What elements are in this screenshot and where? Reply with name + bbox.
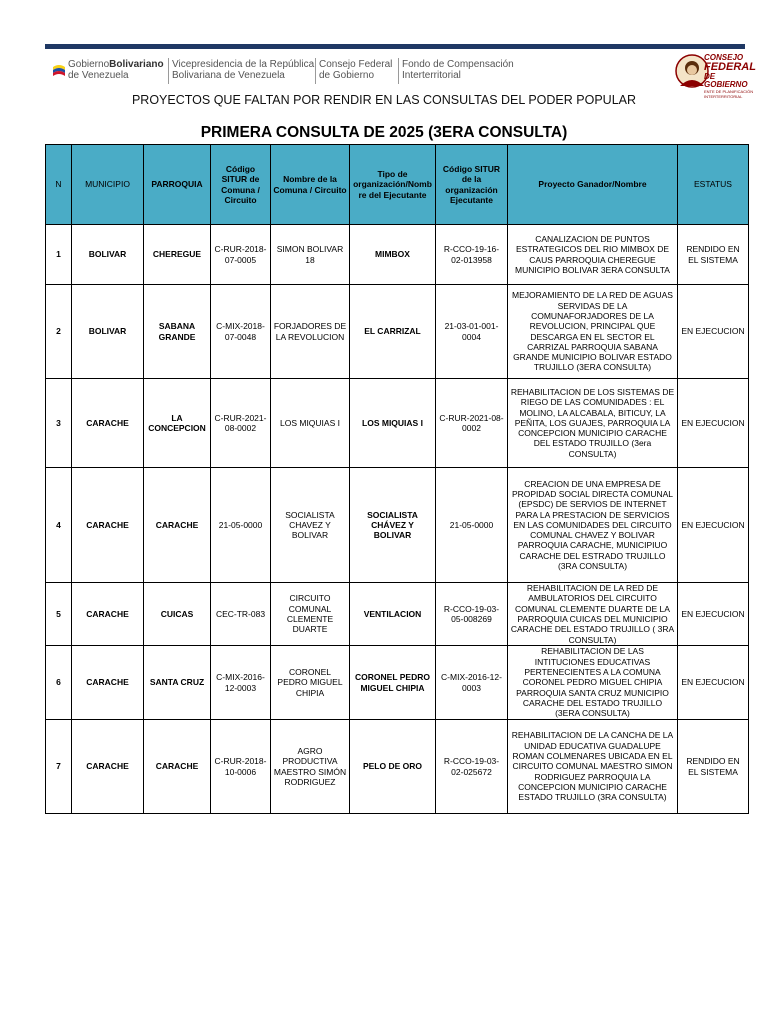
cell-proyecto: CREACION DE UNA EMPRESA DE PROPIDAD SOCIAL DIRECTA COMUNAL (EPSDC) DE SERVIOS DE INTERNET PARA LA PRESTACION DE SERVICIOS EN LAS COMUNIDADES DEL CIRCUITO COMUNAL CHAVEZ Y BOLIVAR PARROQUIA CARACHE, MUNICIPIUO CARACHE DEL ESTRADO TRUJILLO (3RA CONSULTA)	[508, 468, 678, 583]
cell-estatus: EN EJECUCION	[678, 646, 749, 720]
cell-estatus: EN EJECUCION	[678, 285, 749, 379]
cell-municipio: CARACHE	[72, 379, 144, 468]
vice-line2: Bolivariana de Venezuela	[172, 70, 285, 81]
cell-n: 1	[46, 225, 72, 285]
header-estatus: ESTATUS	[678, 145, 749, 225]
header-divider	[168, 58, 169, 84]
cell-codigo-org: R-CCO-19-03-05-008269	[436, 583, 508, 646]
header-proyecto: Proyecto Ganador/Nombre	[508, 145, 678, 225]
cell-n: 3	[46, 379, 72, 468]
cell-proyecto: REHABILITACION DE LOS SISTEMAS DE RIEGO DE LAS COMUNIDADES : EL MOLINO, LA ALCABALA, BITICUY, LA PEÑITA, LOS GUAJES, PARROQUIA LA CONCEPCION MUNICIPIO CARACHE DEL ESTADO TRUJILLO (3era CONSULTA)	[508, 379, 678, 468]
cell-estatus: EN EJECUCION	[678, 379, 749, 468]
cell-parroquia: CARACHE	[144, 468, 211, 583]
cell-proyecto: REHABILITACION DE LA RED DE AMBULATORIOS DEL CIRCUITO COMUNAL CLEMENTE DUARTE DE LA PARROQUIA CUICAS DEL MUNICIPIO CARACHE DEL ESTADO TRUJILLO ( 3RA CONSULTA)	[508, 583, 678, 646]
cell-nombre-comuna: LOS MIQUIAS I	[271, 379, 350, 468]
cell-ejecutante: LOS MIQUIAS I	[350, 379, 436, 468]
logo-line3: DE GOBIERNO	[704, 72, 748, 89]
cell-ejecutante: MIMBOX	[350, 225, 436, 285]
header-codigo-situr-comuna: Código SITUR de Comuna / Circuito	[211, 145, 271, 225]
cell-n: 4	[46, 468, 72, 583]
cell-estatus: EN EJECUCION	[678, 468, 749, 583]
cell-nombre-comuna: AGRO PRODUCTIVA MAESTRO SIMÓN RODRIGUEZ	[271, 720, 350, 814]
cell-codigo-org: R-CCO-19-03-02-025672	[436, 720, 508, 814]
fondo-line1: Fondo de Compensación	[402, 59, 514, 70]
header-nombre-comuna: Nombre de la Comuna / Circuito	[271, 145, 350, 225]
cell-n: 7	[46, 720, 72, 814]
vicepresidencia-text	[172, 59, 314, 81]
cell-ejecutante: PELO DE ORO	[350, 720, 436, 814]
gob-line1: Gobierno	[68, 59, 110, 70]
cell-municipio: BOLIVAR	[72, 285, 144, 379]
cell-n: 2	[46, 285, 72, 379]
header-tipo-organizacion: Tipo de organización/Nombre del Ejecutante	[350, 145, 436, 225]
cell-parroquia: SANTA CRUZ	[144, 646, 211, 720]
letterhead	[50, 53, 756, 99]
projects-table	[45, 144, 749, 814]
cell-proyecto: REHABILITACION DE LA CANCHA DE LA UNIDAD EDUCATIVA GUADALUPE ROMAN COLMENARES UBICADA EN EL CIRCUITO COMUNAL MAESTRO SIMON RODRIGUEZ PARROQUIA LA CONCEPCION MUNICIPIO CARACHE ESTADO TRUJILLO (3RA CONSULTA)	[508, 720, 678, 814]
header-divider	[398, 58, 399, 84]
header-n: N	[46, 145, 72, 225]
cell-codigo-comuna: C-MIX-2016-12-0003	[211, 646, 271, 720]
logo-line1: CONSEJO	[704, 53, 744, 62]
cell-ejecutante: EL CARRIZAL	[350, 285, 436, 379]
header-parroquia: PARROQUIA	[144, 145, 211, 225]
cell-codigo-org: 21-05-0000	[436, 468, 508, 583]
table-body	[46, 225, 749, 814]
cell-nombre-comuna: CORONEL PEDRO MIGUEL CHIPIA	[271, 646, 350, 720]
fondo-compensacion-text	[402, 59, 514, 81]
cell-estatus: EN EJECUCION	[678, 583, 749, 646]
cell-ejecutante: CORONEL PEDRO MIGUEL CHIPIA	[350, 646, 436, 720]
cell-codigo-org: R-CCO-19-16-02-013958	[436, 225, 508, 285]
cell-proyecto: CANALIZACION DE PUNTOS ESTRATEGICOS DEL RIO MIMBOX DE CAUS PARROQUIA CHEREGUE MUNICIPIO BOLIVAR 3ERA CONSULTA	[508, 225, 678, 285]
cfg-line1: Consejo Federal	[319, 59, 393, 70]
cell-parroquia: CUICAS	[144, 583, 211, 646]
cell-parroquia: CHEREGUE	[144, 225, 211, 285]
header-divider	[315, 58, 316, 84]
cell-municipio: CARACHE	[72, 583, 144, 646]
cell-parroquia: SABANA GRANDE	[144, 285, 211, 379]
table-header-row	[46, 145, 749, 225]
gob-line2: de Venezuela	[68, 70, 129, 81]
cell-municipio: BOLIVAR	[72, 225, 144, 285]
fondo-line2: Interterritorial	[402, 70, 461, 81]
cell-parroquia: LA CONCEPCION	[144, 379, 211, 468]
cell-nombre-comuna: CIRCUITO COMUNAL CLEMENTE DUARTE	[271, 583, 350, 646]
cell-codigo-comuna: CEC-TR-083	[211, 583, 271, 646]
table-row	[46, 468, 749, 583]
cell-codigo-comuna: C-MIX-2018-07-0048	[211, 285, 271, 379]
cell-n: 6	[46, 646, 72, 720]
header-municipio: MUNICIPIO	[72, 145, 144, 225]
cell-nombre-comuna: SIMON BOLIVAR 18	[271, 225, 350, 285]
cell-codigo-comuna: C-RUR-2021-08-0002	[211, 379, 271, 468]
document-subtitle: PROYECTOS QUE FALTAN POR RENDIR EN LAS CONSULTAS DEL PODER POPULAR	[131, 93, 637, 107]
cell-n: 5	[46, 583, 72, 646]
cell-proyecto: MEJORAMIENTO DE LA RED DE AGUAS SERVIDAS DE LA COMUNAFORJADORES DE LA REVOLUCION, PRINCIPAL QUE DESCARGA EN EL SECTOR EL CARRIZAL PARROQUIA SABANA GRANDE MUNICIPIO BOLIVAR ESTADO TRUJILLO (3ERA CONSULTA)	[508, 285, 678, 379]
venezuela-flag-icon	[52, 63, 66, 77]
vice-line1: Vicepresidencia de la República	[172, 59, 315, 70]
cell-ejecutante: VENTILACION	[350, 583, 436, 646]
cell-municipio: CARACHE	[72, 646, 144, 720]
cell-nombre-comuna: FORJADORES DE LA REVOLUCION	[271, 285, 350, 379]
document-title: PRIMERA CONSULTA DE 2025 (3ERA CONSULTA)	[200, 124, 568, 141]
header-top-bar	[45, 44, 745, 49]
cell-codigo-comuna: C-RUR-2018-10-0006	[211, 720, 271, 814]
cell-parroquia: CARACHE	[144, 720, 211, 814]
cell-ejecutante: SOCIALISTA CHÁVEZ Y BOLIVAR	[350, 468, 436, 583]
logo-sub1: ENTE DE PLANIFICACIÓN	[704, 89, 754, 94]
cell-codigo-org: C-MIX-2016-12-0003	[436, 646, 508, 720]
table-row	[46, 285, 749, 379]
logo-sub2: INTERTERRITORIAL	[704, 94, 743, 99]
cell-codigo-org: 21-03-01-001-0004	[436, 285, 508, 379]
cell-municipio: CARACHE	[72, 468, 144, 583]
table-row	[46, 379, 749, 468]
cell-municipio: CARACHE	[72, 720, 144, 814]
logo-line2: FEDERAL	[704, 61, 756, 73]
cell-estatus: RENDIDO EN EL SISTEMA	[678, 225, 749, 285]
table-row	[46, 646, 749, 720]
gobierno-bolivariano-text	[68, 59, 164, 81]
cell-codigo-org: C-RUR-2021-08-0002	[436, 379, 508, 468]
cell-proyecto: REHABILITACION DE LAS INTITUCIONES EDUCATIVAS PERTENECIENTES A LA COMUNA CORONEL PEDRO MIGUEL CHIPIA PARROQUIA SANTA CRUZ MUNICIPIO CARACHE DEL ESTADO TRUJILLO (3ERA CONSULTA)	[508, 646, 678, 720]
cell-nombre-comuna: SOCIALISTA CHAVEZ Y BOLIVAR	[271, 468, 350, 583]
cell-codigo-comuna: C-RUR-2018-07-0005	[211, 225, 271, 285]
table-row	[46, 225, 749, 285]
cell-estatus: RENDIDO EN EL SISTEMA	[678, 720, 749, 814]
consejo-federal-text	[319, 59, 392, 81]
cell-codigo-comuna: 21-05-0000	[211, 468, 271, 583]
header-codigo-situr-org: Código SITUR de la organización Ejecutante	[436, 145, 508, 225]
table-row	[46, 583, 749, 646]
gob-line1-bold: Bolivariano	[109, 59, 164, 70]
table-row	[46, 720, 749, 814]
cfg-line2: de Gobierno	[319, 70, 375, 81]
